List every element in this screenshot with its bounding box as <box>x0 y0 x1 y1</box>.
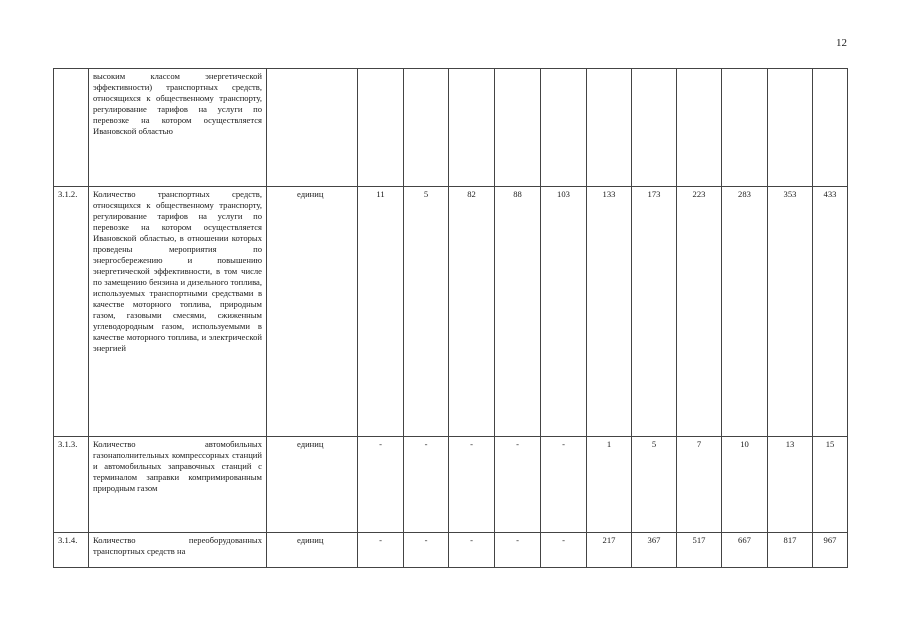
value-cell: 173 <box>632 187 677 437</box>
value-cell: 11 <box>358 187 404 437</box>
indicator-description: Количество переоборудованных транспортных средств на <box>89 533 267 568</box>
value-cell: - <box>404 533 449 568</box>
value-cell <box>677 69 722 187</box>
value-cell: 5 <box>632 437 677 533</box>
value-cell: 353 <box>768 187 813 437</box>
unit-cell: единиц <box>267 437 358 533</box>
value-cell: 223 <box>677 187 722 437</box>
value-cell: 7 <box>677 437 722 533</box>
value-cell: 103 <box>541 187 587 437</box>
table-row <box>54 69 848 187</box>
indicators-table <box>53 68 848 568</box>
value-cell: 10 <box>722 437 768 533</box>
value-cell: 133 <box>587 187 632 437</box>
table-row <box>54 187 848 437</box>
value-cell: - <box>449 533 495 568</box>
value-cell: - <box>495 533 541 568</box>
value-cell: 367 <box>632 533 677 568</box>
page-number: 12 <box>836 37 847 49</box>
value-cell: 517 <box>677 533 722 568</box>
value-cell: 82 <box>449 187 495 437</box>
value-cell: - <box>404 437 449 533</box>
value-cell <box>358 69 404 187</box>
value-cell: 967 <box>813 533 848 568</box>
value-cell <box>541 69 587 187</box>
row-number: 3.1.2. <box>54 187 89 437</box>
value-cell <box>587 69 632 187</box>
value-cell: 667 <box>722 533 768 568</box>
indicator-description: Количество автомобильных газонаполнительных компрессорных станций и автомобильных заправочных станций с терминалом заправки компримированным природным газом <box>89 437 267 533</box>
value-cell <box>404 69 449 187</box>
indicator-description: высоким классом энергетической эффективности) транспортных средств, относящихся к общественному транспорту, регулирование тарифов на услуги по перевозке на котором осуществляется Ивановской областью <box>89 69 267 187</box>
unit-cell: единиц <box>267 533 358 568</box>
row-number: 3.1.3. <box>54 437 89 533</box>
value-cell: - <box>358 437 404 533</box>
unit-cell <box>267 69 358 187</box>
value-cell: - <box>541 533 587 568</box>
row-number: 3.1.4. <box>54 533 89 568</box>
value-cell: 217 <box>587 533 632 568</box>
value-cell: 13 <box>768 437 813 533</box>
unit-cell: единиц <box>267 187 358 437</box>
value-cell <box>722 69 768 187</box>
value-cell: 5 <box>404 187 449 437</box>
value-cell: - <box>495 437 541 533</box>
value-cell: 1 <box>587 437 632 533</box>
value-cell: 433 <box>813 187 848 437</box>
value-cell <box>449 69 495 187</box>
table-row <box>54 533 848 568</box>
indicator-description: Количество транспортных средств, относящихся к общественному транспорту, регулирование тарифов на услуги по перевозке на котором осуществляется Ивановской областью, в отношении которых проведены мероприятия по энергосбережению и повышению энергетической эффективности, в том числе по замещению бензина и дизельного топлива, используемых транспортными средствами в качестве моторного топлива, природным газом, газовыми смесями, сжиженным углеводородным газом, используемыми в качестве моторного топлива, и электрической энергией <box>89 187 267 437</box>
value-cell: - <box>541 437 587 533</box>
table-row <box>54 437 848 533</box>
value-cell: 15 <box>813 437 848 533</box>
value-cell: - <box>449 437 495 533</box>
value-cell <box>632 69 677 187</box>
value-cell: 88 <box>495 187 541 437</box>
value-cell: 283 <box>722 187 768 437</box>
value-cell: 817 <box>768 533 813 568</box>
value-cell <box>495 69 541 187</box>
value-cell <box>768 69 813 187</box>
value-cell: - <box>358 533 404 568</box>
row-number <box>54 69 89 187</box>
value-cell <box>813 69 848 187</box>
